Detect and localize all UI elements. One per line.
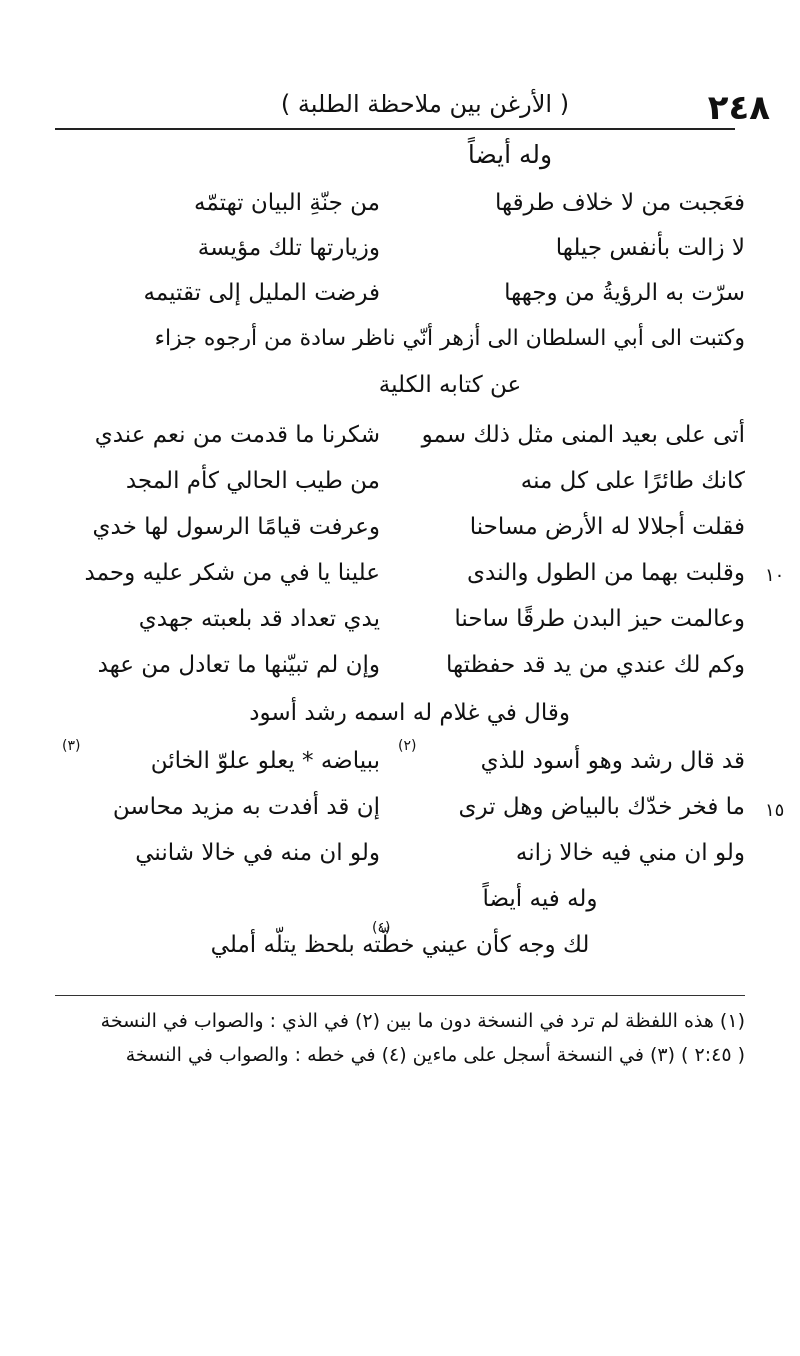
verse-left-5: من طيب الحالي كأم المجد	[125, 468, 380, 494]
running-title: ( الأرغن بين ملاحظة الطلبة )	[280, 90, 570, 118]
verse-left-6: وعرفت قيامًا الرسول لها خدي	[92, 514, 380, 540]
prose-line-2: وقال في غلام له اسمه رشد أسود	[249, 700, 570, 726]
footnote-2: ( ٢:٤٥ ) (٣) في النسخة أسجل على ماءين (٤) في خطه : والصواب في النسخة	[125, 1044, 745, 1066]
verse-right-4: أتى على بعيد المنى مثل ذلك سمو	[421, 422, 745, 448]
footnote-rule	[55, 995, 745, 996]
verse-right-1: فعَجبت من لا خلاف طرقها	[494, 190, 745, 216]
verse-right-5: كانك طائرًا على كل منه	[520, 468, 745, 494]
verse-right-2: لا زالت بأنفس جيلها	[555, 235, 745, 261]
prose-line: وكتبت الى أبي السلطان الى أزهر أنّي ناظر سادة من أرجوه جزاء	[154, 326, 745, 351]
footnote-mark-3: (٣)	[62, 738, 81, 754]
verse-left-7: علينا يا في من شكر عليه وحمد	[84, 560, 380, 586]
verse-right-8: وعالمت حيز البدن طرقًا ساحنا	[454, 606, 745, 632]
verse-left-4: شكرنا ما قدمت من نعم عندي	[94, 422, 380, 448]
footnote-1: (١) هذه اللفظة لم ترد في النسخة دون ما بين (٢) في الذي : والصواب في النسخة	[100, 1010, 745, 1032]
footnote-mark-2: (٢)	[398, 738, 417, 754]
verse-right-12: ولو ان مني فيه خالا زانه	[515, 840, 745, 866]
verse-right-7: وقلبت بهما من الطول والندى	[467, 560, 745, 586]
verse-left-2: وزيارتها تلك مؤيسة	[197, 235, 380, 261]
verse-left-11: إن قد أفدت به مزيد محاسن	[112, 794, 380, 820]
verse-right-6: فقلت أجلالا له الأرض مساحنا	[469, 514, 745, 540]
header-rule	[55, 128, 735, 130]
verse-right-11: ما فخر خدّك بالبياض وهل ترى	[458, 794, 745, 820]
page-header	[60, 88, 780, 128]
prose-center: عن كتابه الكلية	[378, 372, 522, 398]
verse-left-9: وإن لم تبيّنها ما تعادل من عهد	[97, 652, 380, 678]
section-heading-2: وله فيه أيضاً	[482, 886, 598, 912]
line-number-10: ١٠	[765, 565, 785, 586]
verse-right-9: وكم لك عندي من يد قد حفظتها	[446, 652, 745, 678]
verse-left-3: فرضت المليل إلى تقتيمه	[143, 280, 380, 306]
footnote-mark-4: (٤)	[372, 920, 391, 936]
verse-right-3: سرّت به الرؤيةُ من وجهها	[504, 280, 745, 306]
page-number: ٢٤٨	[707, 88, 770, 128]
line-number-15: ١٥	[765, 800, 785, 821]
verse-left-8: يدي تعداد قد بلعبته جهدي	[138, 606, 380, 632]
last-verse: لك وجه كأن عيني خطّته بلحظ يتلّه أملي	[210, 932, 590, 958]
verse-left-12: ولو ان منه في خالا شانني	[135, 840, 380, 866]
verse-left-1: من جنّةِ البيان تهتمّه	[194, 190, 380, 216]
section-heading: وله أيضاً	[467, 140, 553, 169]
verse-right-10: قد قال رشد وهو أسود للذي	[480, 748, 745, 774]
verse-left-10: ببياضه * يعلو علوّ الخائن	[150, 748, 380, 774]
